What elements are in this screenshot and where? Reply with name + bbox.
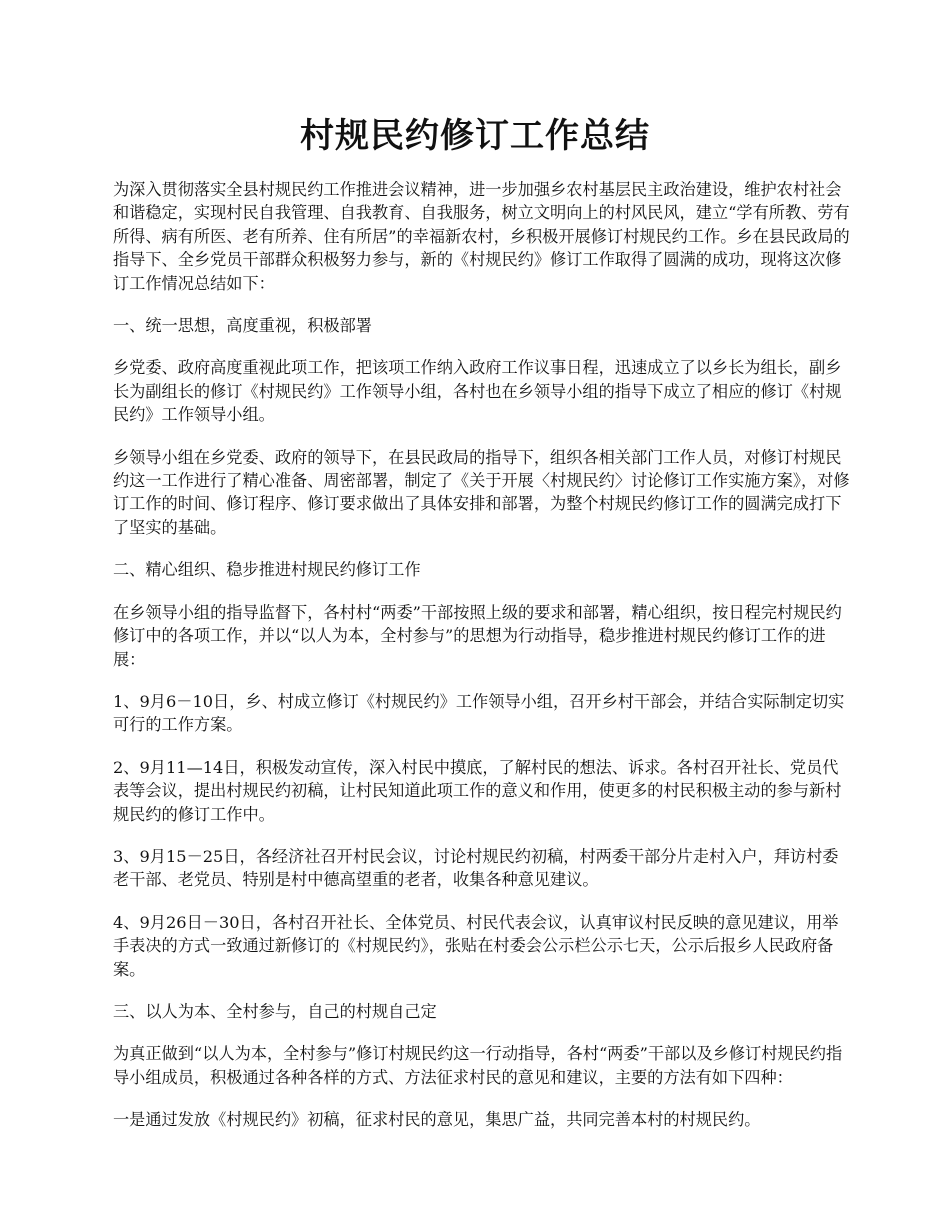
section-heading-3: 三、以人为本、全村参与，自己的村规自己定 [113,1001,437,1021]
list-item-step-2: 2、9月11—14日，积极发动宣传，深入村民中摸底，了解村民的想法、诉求。各村召开社长、党员代表等会议，提出村规民约初稿，让村民知道此项工作的意义和作用，使更多的村民积极主动的参与新村规民约的修订工作中。 [113,757,842,824]
list-item-step-3: 3、9月15－25日，各经济社召开村民会议，讨论村规民约初稿，村两委干部分片走村入户，拜访村委老干部、老党员、特别是村中德高望重的老者，收集各种意见建议。 [113,846,839,890]
list-item-step-1: 1、9月6－10日，乡、村成立修订《村规民约》工作领导小组，召开乡村干部会，并结合实际制定切实可行的工作方案。 [113,691,845,735]
section-heading-1: 一、统一思想，高度重视，积极部署 [113,316,372,336]
document-body [113,178,853,1151]
page-title: 村规民约修订工作总结 [300,116,650,156]
body-paragraph: 乡领导小组在乡党委、政府的领导下，在县民政局的指导下，组织各相关部门工作人员，对修订村规民约这一工作进行了精心准备、周密部署，制定了《关于开展〈村规民约〉讨论修订工作实施方案》，对修订工作的时间、修订程序、修订要求做出了具体安排和部署，为整个村规民约修订工作的圆满完成打下了坚实的基础。 [113,447,850,537]
body-paragraph: 在乡领导小组的指导监督下，各村村“两委”干部按照上级的要求和部署，精心组织，按日程完村规民约修订中的各项工作，并以“以人为本，全村参与”的思想为行动指导，稳步推进村规民约修订工作的进展： [113,602,842,669]
body-paragraph: 一是通过发放《村规民约》初稿，征求村民的意见，集思广益，共同完善本村的村规民约。 [113,1110,761,1130]
intro-paragraph: 为深入贯彻落实全县村规民约工作推进会议精神，进一步加强乡农村基层民主政治建设，维护农村社会和谐稳定，实现村民自我管理、自我教育、自我服务，树立文明向上的村风民风，建立“学有所教、劳有所得、病有所医、老有所养、住有所居”的幸福新农村，乡积极开展修订村规民约工作。乡在县民政局的指导下、全乡党员干部群众积极努力参与，新的《村规民约》修订工作取得了圆满的成功，现将这次修订工作情况总结如下： [113,180,850,293]
body-paragraph: 为真正做到“以人为本，全村参与”修订村规民约这一行动指导，各村“两委”干部以及乡修订村规民约指导小组成员，积极通过各种各样的方式、方法征求村民的意见和建议，主要的方法有如下四种： [113,1044,843,1087]
list-item-step-4: 4、9月26日－30日，各村召开社长、全体党员、村民代表会议，认真审议村民反映的意见建议，用举手表决的方式一致通过新修订的《村规民约》，张贴在村委会公示栏公示七天，公示后报乡人民政府备案。 [113,912,839,979]
body-paragraph: 乡党委、政府高度重视此项工作，把该项工作纳入政府工作议事日程，迅速成立了以乡长为组长，副乡长为副组长的修订《村规民约》工作领导小组，各村也在乡领导小组的指导下成立了相应的修订《村规民约》工作领导小组。 [113,358,842,425]
section-heading-2: 二、精心组织、稳步推进村规民约修订工作 [113,560,421,580]
